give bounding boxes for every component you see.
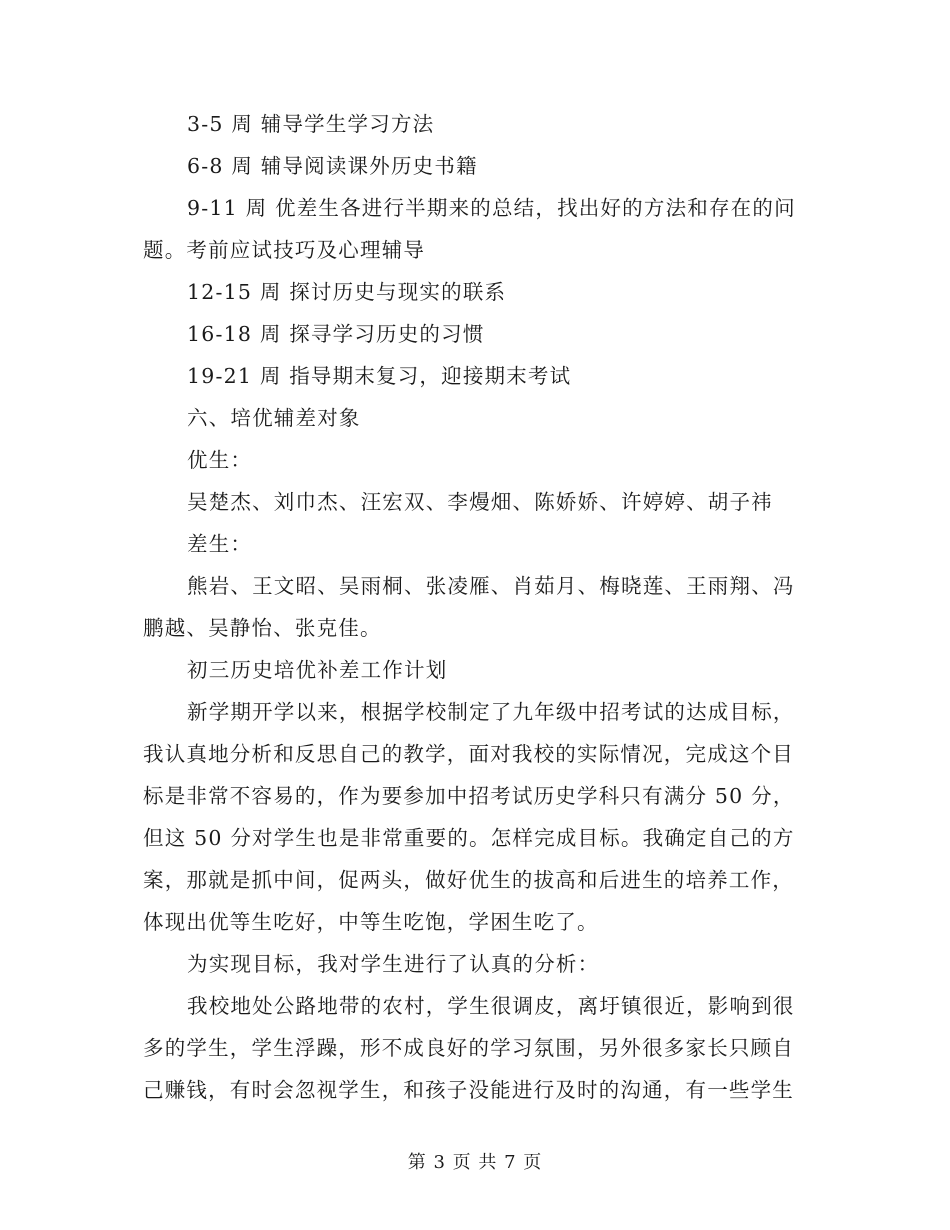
weak-students-label: 差生： <box>187 532 253 556</box>
section-heading-targets: 六、培优辅差对象 <box>187 406 361 430</box>
schedule-weeks-16-18: 16-18 周 探寻学习历史的习惯 <box>187 322 485 346</box>
plan-title: 初三历史培优补差工作计划 <box>187 658 448 682</box>
weak-students-list: 熊岩、王文昭、吴雨桐、张凌雁、肖茹月、梅晓莲、王雨翔、冯鹏越、吴静怡、张克佳。 <box>143 574 795 640</box>
document-body <box>143 103 808 1111</box>
schedule-weeks-12-15: 12-15 周 探讨历史与现实的联系 <box>187 280 507 304</box>
schedule-weeks-9-11: 9-11 周 优差生各进行半期来的总结，找出好的方法和存在的问题。考前应试技巧及心理辅导 <box>143 196 796 262</box>
body-paragraph: 新学期开学以来，根据学校制定了九年级中招考试的达成目标，我认真地分析和反思自己的教学，面对我校的实际情况，完成这个目标是非常不容易的，作为要参加中招考试历史学科只有满分 50 分，但这 50 分对学生也是非常重要的。怎样完成目标。我确定自己的方案，那就是抓中间，促两头，做好优生的拔高和后进生的培养工作，体现出优等生吃好，中等生吃饱，学困生吃了。 <box>143 700 795 934</box>
top-students-list: 吴楚杰、刘巾杰、汪宏双、李熳畑、陈娇娇、许婷婷、胡子祎 <box>187 490 773 514</box>
schedule-weeks-19-21: 19-21 周 指导期末复习，迎接期末考试 <box>187 364 572 388</box>
schedule-weeks-6-8: 6-8 周 辅导阅读课外历史书籍 <box>187 154 478 178</box>
page-number-footer: 第 3 页 共 7 页 <box>407 1152 543 1173</box>
top-students-label: 优生： <box>187 448 253 472</box>
schedule-weeks-3-5: 3-5 周 辅导学生学习方法 <box>187 112 435 136</box>
body-paragraph: 为实现目标，我对学生进行了认真的分析： <box>187 952 600 976</box>
body-paragraph: 我校地处公路地带的农村，学生很调皮，离圩镇很近，影响到很多的学生，学生浮躁，形不成良好的学习氛围，另外很多家长只顾自己赚钱，有时会忽视学生，和孩子没能进行及时的沟通，有一些学生 <box>143 994 795 1102</box>
